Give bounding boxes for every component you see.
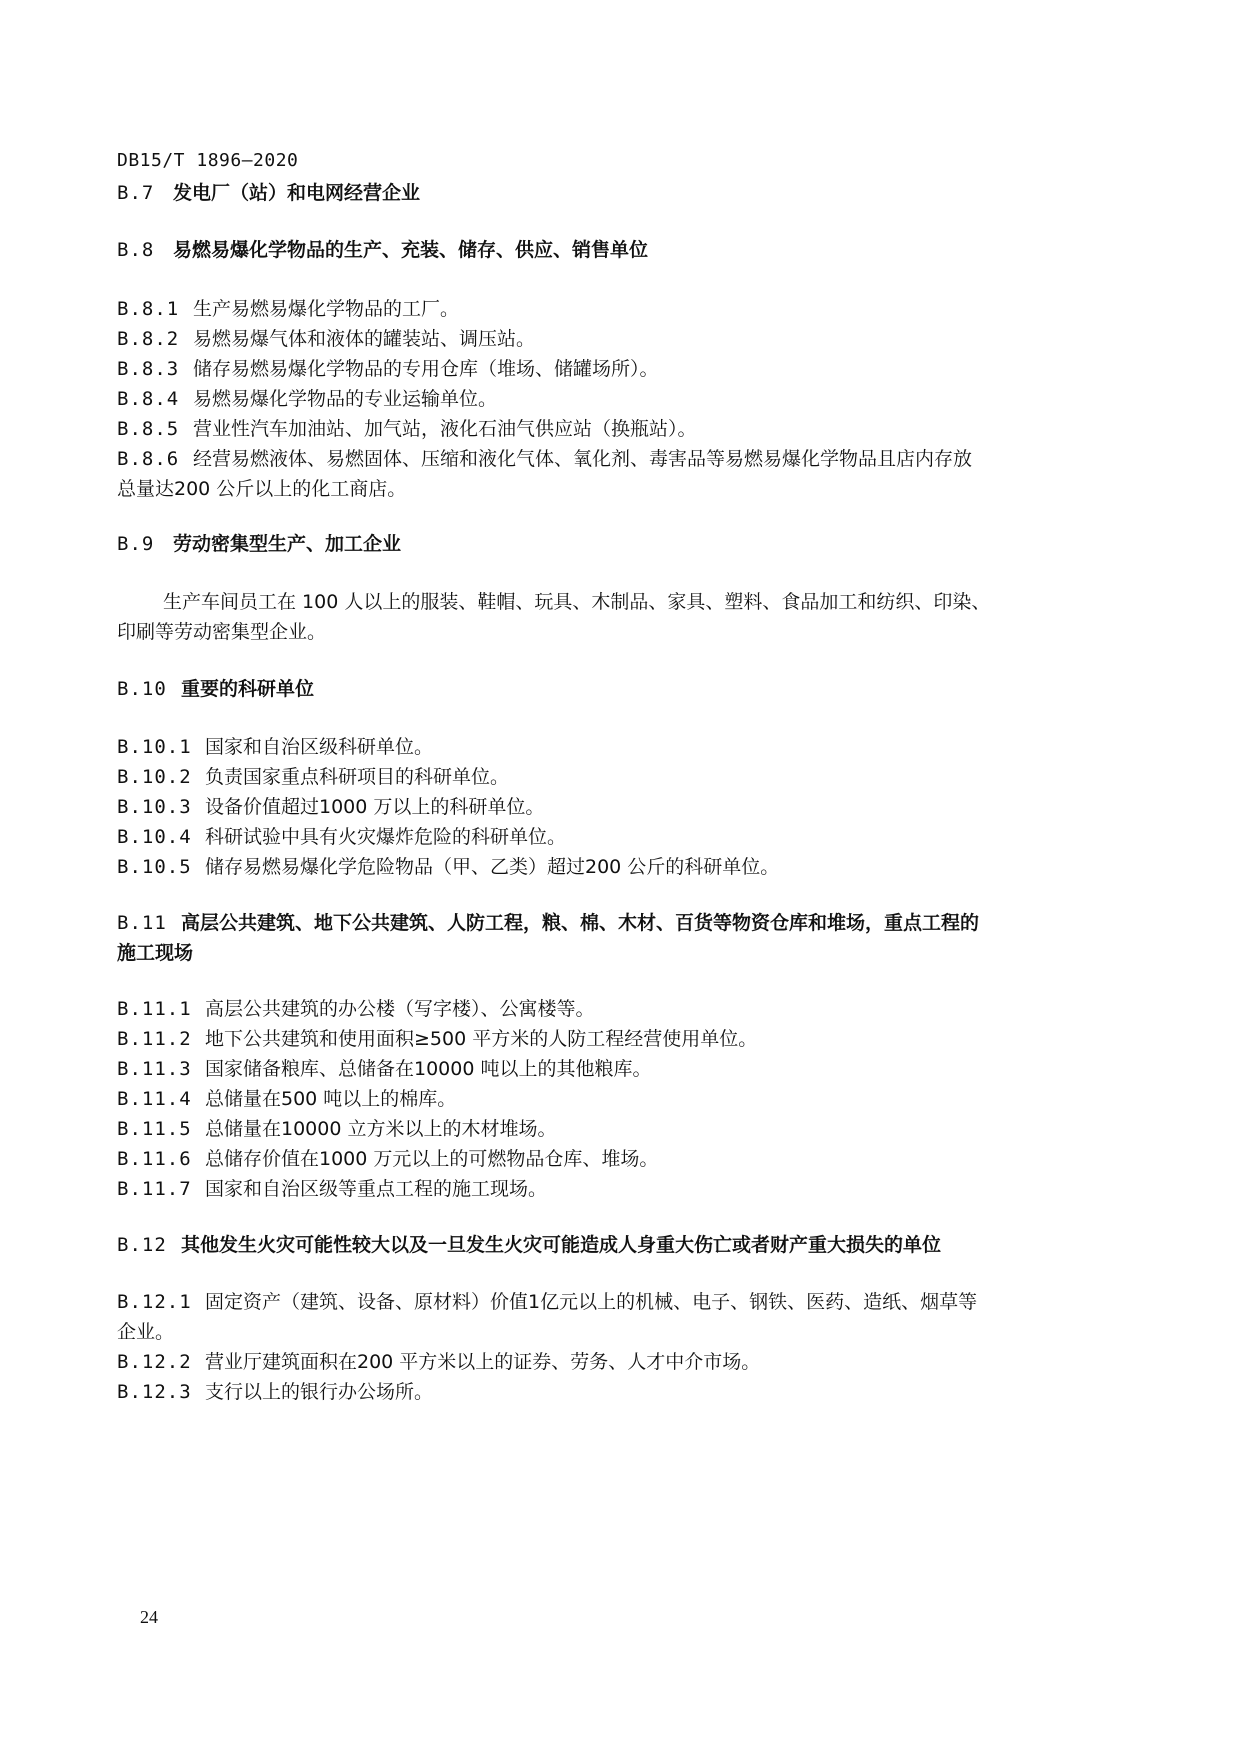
clause-text: 总储量在500 吨以上的棉库。: [205, 1088, 457, 1110]
clause-number: B.10.1: [117, 736, 192, 758]
clause-b11-7: [117, 1172, 1117, 1206]
section-b10-heading: [117, 672, 1117, 706]
clause-text: 储存易燃易爆化学危险物品（甲、乙类）超过200 公斤的科研单位。: [205, 856, 780, 878]
clause-b8-2: [117, 322, 1117, 356]
section-title: 高层公共建筑、地下公共建筑、人防工程，粮、棉、木材、百货等物资仓库和堆场，重点工程的: [181, 912, 980, 934]
clause-text: 易燃易爆气体和液体的罐装站、调压站。: [193, 328, 536, 350]
clause-text: 高层公共建筑的办公楼（写字楼）、公寓楼等。: [205, 998, 595, 1020]
clause-text: 经营易燃液体、易燃固体、压缩和液化气体、氧化剂、毒害品等易燃易爆化学物品且店内存放: [193, 448, 973, 470]
clause-b12-1: [117, 1285, 1117, 1319]
clause-number: B.11.5: [117, 1118, 192, 1140]
clause-text: 生产易燃易爆化学物品的工厂。: [193, 298, 460, 320]
clause-b11-5: [117, 1112, 1117, 1146]
clause-b11-2: [117, 1022, 1117, 1056]
clause-b11-3: [117, 1052, 1117, 1086]
section-number: B.12: [117, 1234, 167, 1256]
section-number: B.11: [117, 912, 167, 934]
clause-b10-5: [117, 850, 1117, 884]
page-number: 24: [140, 1607, 158, 1627]
section-number: B.8: [117, 239, 155, 261]
clause-text: 设备价值超过1000 万以上的科研单位。: [205, 796, 545, 818]
clause-number: B.10.4: [117, 826, 192, 848]
section-b11-heading: [117, 906, 1117, 940]
clause-number: B.12.1: [117, 1291, 192, 1313]
clause-b10-1: [117, 730, 1117, 764]
clause-text: 国家和自治区级科研单位。: [205, 736, 434, 758]
clause-text: 固定资产（建筑、设备、原材料）价值1亿元以上的机械、电子、钢铁、医药、造纸、烟草等: [205, 1291, 978, 1313]
section-b9-paragraph-line1: 生产车间员工在 100 人以上的服装、鞋帽、玩具、木制品、家具、塑料、食品加工和纺织、印染、: [163, 591, 991, 613]
clause-b12-2: [117, 1345, 1117, 1379]
clause-text: 营业性汽车加油站、加气站，液化石油气供应站（换瓶站）。: [193, 418, 697, 440]
section-b8-heading: [117, 233, 1117, 267]
clause-b8-5: [117, 412, 1117, 446]
section-b9-heading: [117, 527, 1117, 561]
section-b9-paragraph-line2: 印刷等劳动密集型企业。: [117, 621, 327, 643]
section-number: B.10: [117, 678, 167, 700]
section-title: 重要的科研单位: [181, 678, 315, 700]
clause-number: B.8.1: [117, 298, 180, 320]
clause-text: 国家储备粮库、总储备在10000 吨以上的其他粮库。: [205, 1058, 652, 1080]
clause-text: 易燃易爆化学物品的专业运输单位。: [193, 388, 498, 410]
clause-text: 总储量在10000 立方米以上的木材堆场。: [205, 1118, 557, 1140]
clause-b10-3: [117, 790, 1117, 824]
clause-number: B.12.2: [117, 1351, 192, 1373]
clause-number: B.11.6: [117, 1148, 192, 1170]
clause-number: B.11.7: [117, 1178, 192, 1200]
clause-b12-3: [117, 1375, 1117, 1409]
section-b7-heading: [117, 176, 1117, 210]
section-b12-heading: [117, 1228, 1117, 1262]
clause-b11-4: [117, 1082, 1117, 1116]
clause-number: B.10.5: [117, 856, 192, 878]
clause-b8-6: [117, 442, 1117, 476]
clause-number: B.12.3: [117, 1381, 192, 1403]
clause-text: 地下公共建筑和使用面积≥500 平方米的人防工程经营使用单位。: [205, 1028, 758, 1050]
section-title: 发电厂（站）和电网经营企业: [173, 182, 421, 204]
clause-b11-1: [117, 992, 1117, 1026]
clause-b10-4: [117, 820, 1117, 854]
clause-b8-1: [117, 292, 1117, 326]
clause-text: 储存易燃易爆化学物品的专用仓库（堆场、储罐场所）。: [193, 358, 659, 380]
standard-code: DB15/T 1896—2020: [117, 150, 299, 171]
clause-number: B.8.6: [117, 448, 180, 470]
clause-b8-6-continuation: 总量达200 公斤以上的化工商店。: [117, 478, 407, 500]
section-number: B.9: [117, 533, 155, 555]
clause-number: B.8.2: [117, 328, 180, 350]
clause-b8-4: [117, 382, 1117, 416]
clause-number: B.8.4: [117, 388, 180, 410]
clause-number: B.8.5: [117, 418, 180, 440]
clause-number: B.11.1: [117, 998, 192, 1020]
clause-number: B.10.3: [117, 796, 192, 818]
clause-number: B.11.3: [117, 1058, 192, 1080]
section-title: 其他发生火灾可能性较大以及一旦发生火灾可能造成人身重大伤亡或者财产重大损失的单位: [181, 1234, 942, 1256]
section-number: B.7: [117, 182, 155, 204]
clause-number: B.11.2: [117, 1028, 192, 1050]
section-title: 易燃易爆化学物品的生产、充装、储存、供应、销售单位: [173, 239, 649, 261]
clause-text: 国家和自治区级等重点工程的施工现场。: [205, 1178, 548, 1200]
clause-text: 总储存价值在1000 万元以上的可燃物品仓库、堆场。: [205, 1148, 659, 1170]
clause-b12-1-continuation: 企业。: [117, 1321, 175, 1343]
section-b11-heading-continuation: 施工现场: [117, 942, 194, 964]
clause-number: B.11.4: [117, 1088, 192, 1110]
clause-b10-2: [117, 760, 1117, 794]
clause-b11-6: [117, 1142, 1117, 1176]
clause-text: 营业厅建筑面积在200 平方米以上的证券、劳务、人才中介市场。: [205, 1351, 761, 1373]
section-title: 劳动密集型生产、加工企业: [173, 533, 402, 555]
clause-text: 负责国家重点科研项目的科研单位。: [205, 766, 510, 788]
clause-number: B.8.3: [117, 358, 180, 380]
clause-number: B.10.2: [117, 766, 192, 788]
clause-b8-3: [117, 352, 1117, 386]
clause-text: 科研试验中具有火灾爆炸危险的科研单位。: [205, 826, 567, 848]
clause-text: 支行以上的银行办公场所。: [205, 1381, 434, 1403]
